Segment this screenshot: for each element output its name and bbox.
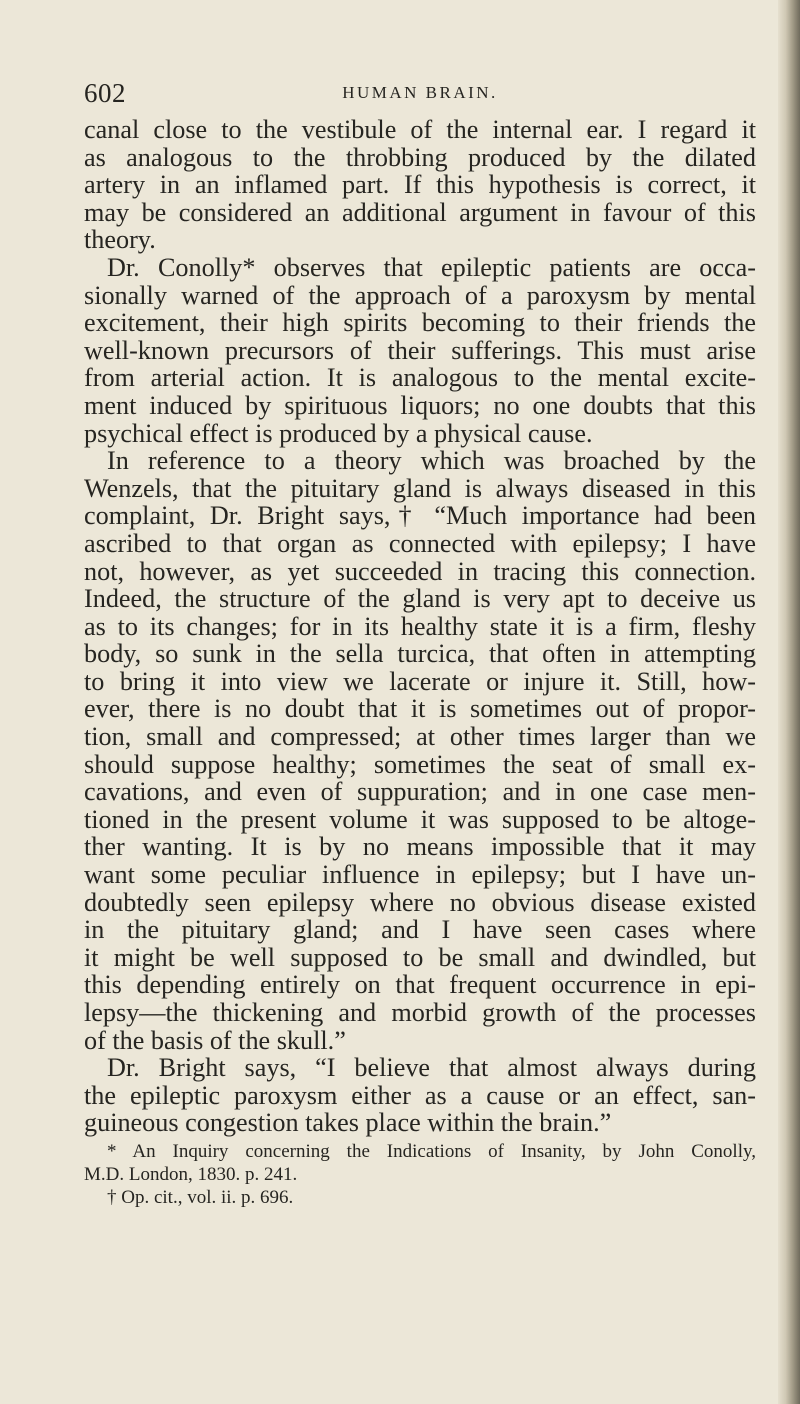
text-line: guineous congestion takes place within the brain.” [84,1108,612,1138]
text-line: lepsy—the thickening and morbid growth of the processes [84,998,756,1027]
page-number: 602 [84,78,126,108]
footnote-line: M.D. London, 1830. p. 241. [84,1164,298,1185]
text-line: artery in an inflamed part. If this hypothesis is correct, it [84,170,756,200]
text-line: not, however, as yet succeeded in tracing this connection. [84,556,756,586]
text-line: cavations, and even of suppuration; and in one case men- [84,777,756,807]
text-line: as analogous to the throbbing produced by the dilated [84,142,756,172]
running-title: HUMAN BRAIN. [342,83,498,102]
text-line: ther wanting. It is by no means impossible that it may [84,832,756,862]
text-line: Wenzels, that the pituitary gland is always diseased in this [84,473,756,503]
text-line: Indeed, the structure of the gland is very apt to deceive us [84,584,756,614]
footnote-line: † Op. cit., vol. ii. p. 696. [107,1187,294,1208]
text-line: psychical effect is produced by a physical cause. [84,418,593,448]
text-line: excitement, their high spirits becoming to their friends the [84,308,756,338]
footnote-line: * An Inquiry concerning the Indications of Insanity, by John Conolly, [107,1141,756,1162]
text-line: tion, small and compressed; at other times larger than we [84,722,756,752]
text-line: ever, there is no doubt that it is sometimes out of propor- [84,694,756,724]
text-line: to bring it into view we lacerate or injure it. Still, how- [84,666,756,696]
text-line: as to its changes; for in its healthy state it is a firm, fleshy [84,611,756,641]
text-line: complaint, Dr. Bright says,† “Much importance had been [84,501,756,531]
footnotes [84,1140,756,1209]
text-line: Dr. Conolly* observes that epileptic patients are occa- [107,252,756,282]
text-line: sionally warned of the approach of a paroxysm by mental [84,280,756,310]
text-line: should suppose healthy; sometimes the seat of small ex- [84,749,756,779]
page-header [84,78,756,110]
text-line: well-known precursors of their sufferings. This must arise [84,335,756,365]
text-line: doubtedly seen epilepsy where no obvious disease existed [84,887,756,917]
text-line: of the basis of the skull.” [84,1025,346,1055]
text-line: In reference to a theory which was broached by the [107,446,756,476]
text-line: in the pituitary gland; and I have seen cases where [84,915,756,945]
body-text [84,116,756,1137]
text-line: body, so sunk in the sella turcica, that often in attempting [84,639,756,669]
text-line: theory. [84,225,156,255]
text-line: canal close to the vestibule of the internal ear. I regard it [84,115,756,144]
text-line: Dr. Bright says, “I believe that almost always during [107,1053,756,1083]
text-line: from arterial action. It is analogous to the mental excite- [84,363,756,393]
text-line: tioned in the present volume it was supposed to be altoge- [84,804,756,834]
text-line: the epileptic paroxysm either as a cause or an effect, san- [84,1080,756,1110]
text-line: may be considered an additional argument in favour of this [84,197,756,227]
text-line: ment induced by spirituous liquors; no one doubts that this [84,390,756,420]
text-line: this depending entirely on that frequent occurrence in epi- [84,970,756,1000]
text-line: ascribed to that organ as connected with epilepsy; I have [84,528,756,558]
text-line: it might be well supposed to be small and dwindled, but [84,942,756,972]
text-line: want some peculiar influence in epilepsy; but I have un- [84,860,756,890]
